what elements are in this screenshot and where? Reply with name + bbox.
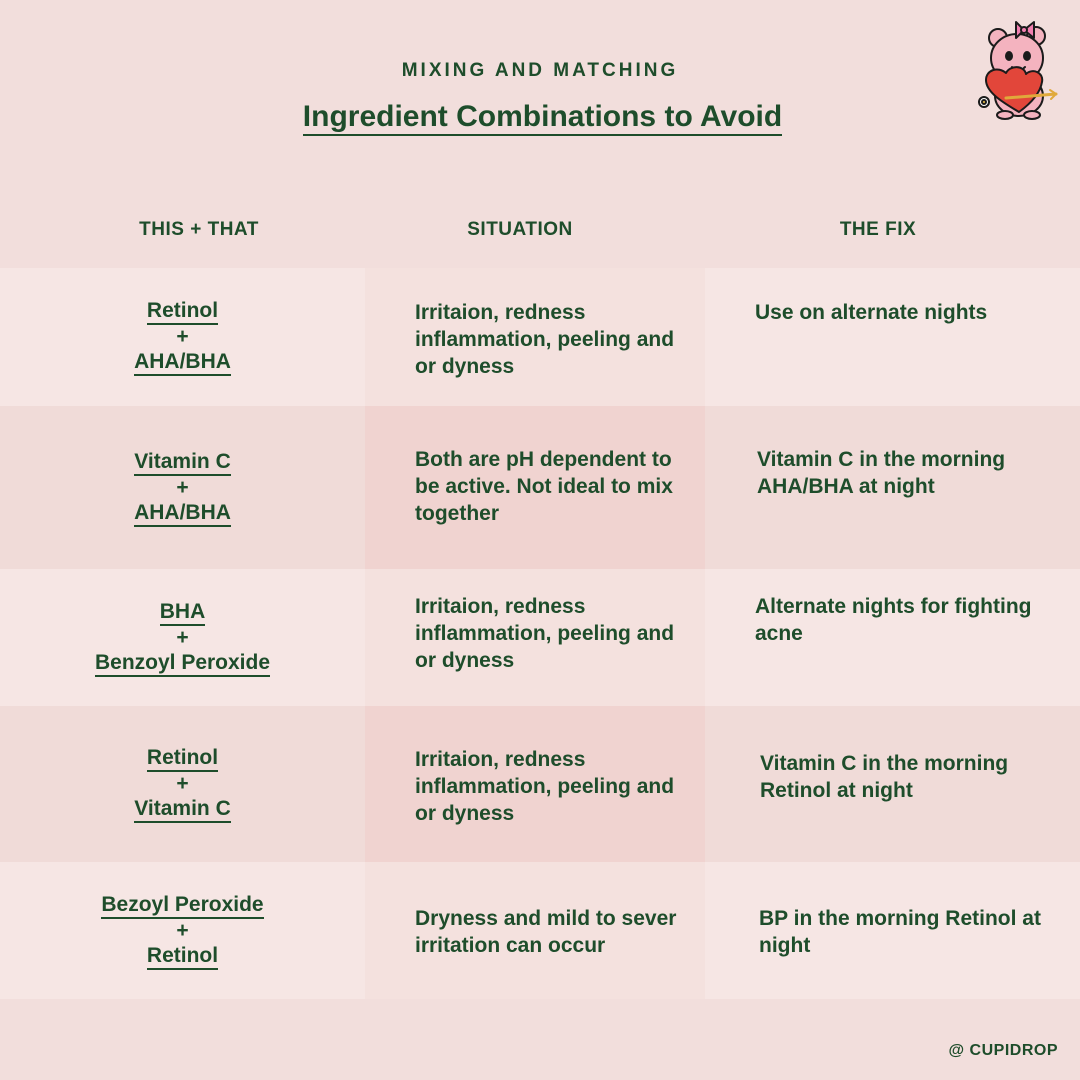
bear-holding-heart-icon	[972, 16, 1062, 120]
plus-sign: +	[176, 918, 189, 942]
table-row	[0, 706, 1080, 862]
table-row	[0, 406, 1080, 569]
column-header-this-that: THIS + THAT	[139, 219, 259, 240]
fix-cell: BP in the morning Retinol at night	[705, 862, 1080, 999]
table-row	[0, 268, 1080, 406]
plus-sign: +	[176, 475, 189, 499]
combination-cell	[0, 406, 365, 569]
combination-cell	[0, 569, 365, 706]
plus-sign: +	[176, 625, 189, 649]
page-title-text: Ingredient Combinations to Avoid	[303, 100, 782, 136]
situation-cell: Irritaion, redness inflammation, peeling and or dyness	[365, 706, 705, 862]
combination-cell	[0, 862, 365, 999]
ingredient-one: Vitamin C	[134, 449, 230, 476]
ingredient-two: Vitamin C	[134, 796, 230, 823]
fix-cell: Vitamin C in the morning AHA/BHA at night	[705, 406, 1080, 569]
situation-cell: Dryness and mild to sever irritation can occur	[365, 862, 705, 999]
ingredient-two: AHA/BHA	[134, 349, 231, 376]
fix-cell: Alternate nights for fighting acne	[705, 569, 1080, 706]
ingredient-two: Benzoyl Peroxide	[95, 650, 270, 677]
column-headers	[0, 219, 1080, 245]
fix-cell: Vitamin C in the morning Retinol at night	[705, 706, 1080, 862]
column-header-fix: THE FIX	[839, 219, 917, 240]
ingredient-one: Retinol	[147, 298, 218, 325]
table-row	[0, 862, 1080, 999]
ingredient-one: Retinol	[147, 745, 218, 772]
situation-cell: Irritaion, redness inflammation, peeling and or dyness	[365, 569, 705, 706]
situation-cell: Both are pH dependent to be active. Not ideal to mix together	[365, 406, 705, 569]
ingredient-one: Bezoyl Peroxide	[101, 892, 263, 919]
situation-cell: Irritaion, redness inflammation, peeling and or dyness	[365, 268, 705, 406]
ingredient-two: AHA/BHA	[134, 500, 231, 527]
ingredient-two: Retinol	[147, 943, 218, 970]
fix-cell: Use on alternate nights	[705, 268, 1080, 406]
footer-handle: @ CUPIDROP	[948, 1042, 1058, 1059]
combinations-table	[0, 268, 1080, 999]
table-row	[0, 569, 1080, 706]
combination-cell	[0, 268, 365, 406]
column-header-situation: SITUATION	[467, 219, 573, 240]
combination-cell	[0, 706, 365, 862]
page-title	[0, 100, 1080, 134]
ingredient-one: BHA	[160, 599, 206, 626]
plus-sign: +	[176, 772, 189, 795]
eyebrow-heading: MIXING AND MATCHING	[401, 60, 679, 81]
plus-sign: +	[176, 325, 189, 348]
